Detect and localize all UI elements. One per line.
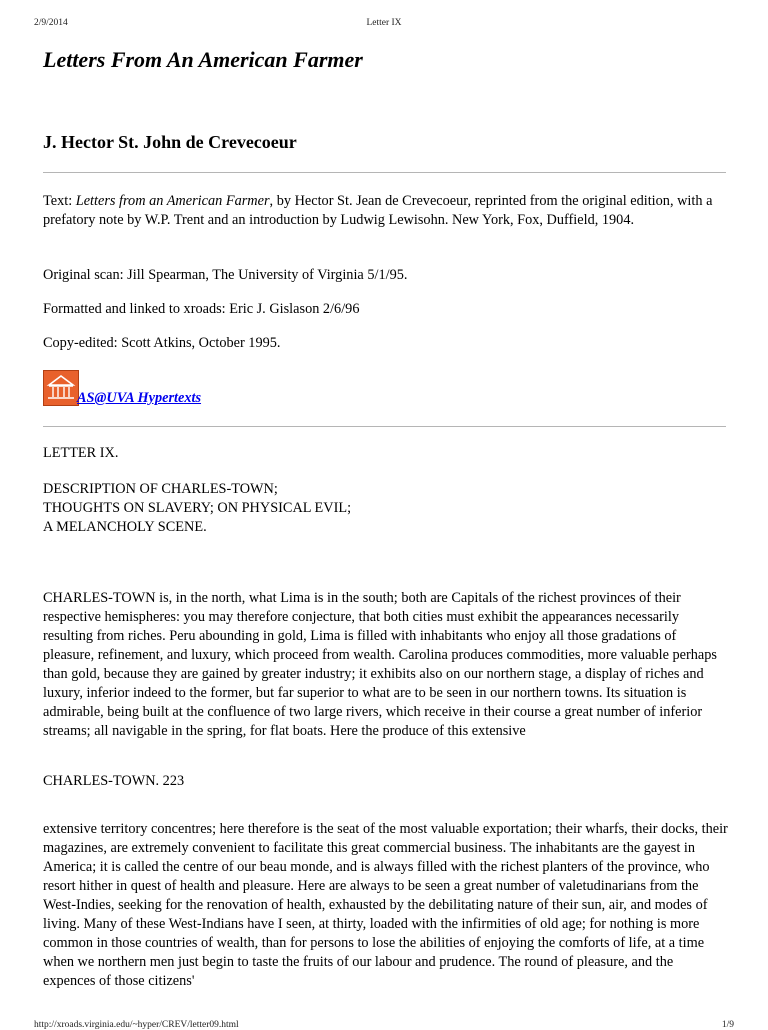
- text-credit-title: Letters from an American Farmer: [75, 193, 270, 209]
- print-url: http://xroads.virginia.edu/~hyper/CREV/letter09.html: [34, 1020, 239, 1030]
- print-date: 2/9/2014: [34, 18, 68, 28]
- text-credit-prefix: Text:: [43, 193, 76, 209]
- book-title: Letters From An American Farmer: [43, 47, 363, 72]
- scan-credit: Original scan: Jill Spearman, The University of Virginia 5/1/95.: [43, 267, 408, 283]
- subtitle-line: A MELANCHOLY SCENE.: [43, 519, 207, 535]
- copyedit-credit: Copy-edited: Scott Atkins, October 1995.: [43, 335, 281, 351]
- document-body: [43, 44, 729, 989]
- as-uva-logo-icon[interactable]: [43, 370, 79, 406]
- hypertexts-link[interactable]: AS@UVA Hypertexts: [77, 390, 202, 406]
- divider: [43, 426, 726, 427]
- paragraph: CHARLES-TOWN is, in the north, what Lima is in the south; both are Capitals of the richest provinces of their respective hemispheres: you may therefore conjecture, that both cities must exhibit the appearances necessarily resulting from riches. Peru abounding in gold, Lima is filled with inhabitants who enjoy all those gradations of pleasure, refinement, and luxury, which proceed from wealth. Carolina produces commodities, more valuable perhaps than gold, because they are gained by greater industry; it exhibits also on our northern stage, a display of riches and luxury, inferior indeed to the former, but far superior to what are to be seen in our northern towns. Its situation is admirable, being built at the confluence of two large rivers, which receive in their course a great number of inferior streams; all navigable in the spring, for flat boats. Here the produce of this extensive: [43, 590, 717, 739]
- subtitle-line: THOUGHTS ON SLAVERY; ON PHYSICAL EVIL;: [43, 500, 352, 516]
- letter-subtitle: [43, 480, 351, 537]
- author-heading: J. Hector St. John de Crevecoeur: [43, 132, 297, 152]
- text-credit-rest: , by Hector St. Jean de Crevecoeur, reprinted from the original edition, with a prefatory note by W.P. Trent and an introduction by Ludwig Lewisohn. New York, Fox, Duffield, 1904.: [43, 193, 713, 228]
- subtitle-line: DESCRIPTION OF CHARLES-TOWN;: [43, 481, 278, 497]
- paragraph: extensive territory concentres; here therefore is the seat of the most valuable exportation; their wharfs, their docks, their magazines, are extremely convenient to facilitate this great commercial business. The inhabitants are the gayest in America; it is called the centre of our beau monde, and is always filled with the richest planters of the province, who resort hither in quest of health and pleasure. Here are always to be seen a great number of valetudinarians from the West-Indies, seeking for the renovation of health, exhausted by the debilitating nature of their sun, air, and modes of living. Many of these West-Indians have I seen, at thirty, loaded with the infirmities of old age; for nothing is more common in those countries of wealth, than for persons to lose the abilities of enjoying the comforts of life, at a time when we northern men just begin to taste the fruits of our labour and prudence. The round of pleasure, and the expences of those citizens': [43, 821, 728, 989]
- format-credit: Formatted and linked to xroads: Eric J. Gislason 2/6/96: [43, 301, 360, 317]
- print-page-number: 1/9: [721, 1020, 734, 1030]
- page-marker: CHARLES-TOWN. 223: [43, 773, 185, 789]
- divider: [43, 172, 726, 173]
- print-title: Letter IX: [366, 18, 402, 28]
- letter-heading: LETTER IX.: [43, 445, 119, 461]
- text-credit: [43, 192, 729, 230]
